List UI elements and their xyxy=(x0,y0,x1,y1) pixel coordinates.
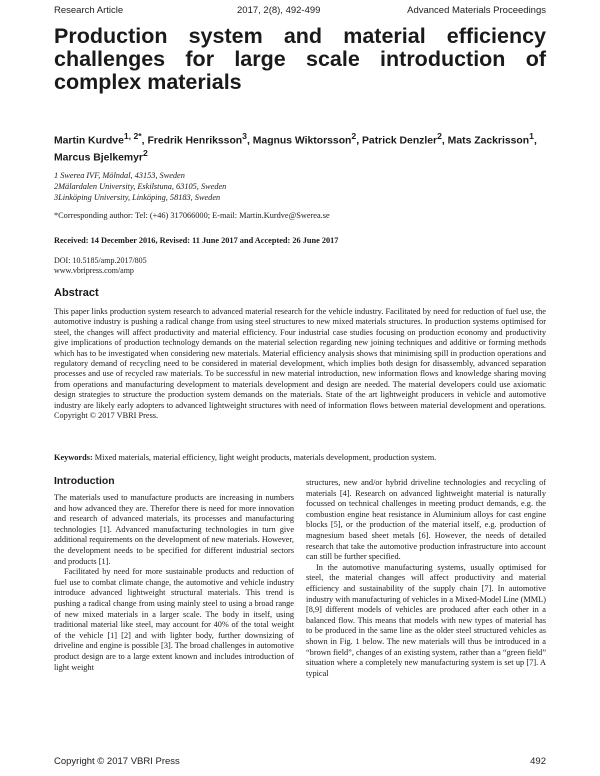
journal-website[interactable]: www.vbripress.com/amp xyxy=(54,266,134,275)
received-dates: Received: 14 December 2016, Revised: 11 June 2017 and Accepted: 26 June 2017 xyxy=(54,236,339,245)
abstract-text: This paper links production system research to advanced material research for the vehicle industry. Facilitated by need for reduction of fuel use, the automotive industry is pushing a radical change from using steel structures to new mixed materials structures. In production systems optimised for steel, the changes will affect productivity and material efficiency. Four industrial case studies focusing on production economy and productivity give implications of production technology demands on the material selection regarding new joining techniques and additive or forming methods which has to be investigated when considering new materials. Material efficiency analysis shows that minimising spill in production operations and regulatory demand of recycling need to be considered in material development, which implies both design for disassembly, advanced separation processes and use of recycled raw materials. To be successful in new material introduction, new information flows and knowledge sharing moving from operations and manufacturing development to materials development and design are needed. The material developers could use axiomatic design strategies to structure the production system demands on the materials. State of the art lightweight producers in vehicle and automotive industry are likely early adopters to advanced lightweight structures with need of information flows between material development and operations. Copyright © 2017 VBRI Press. xyxy=(54,307,546,421)
page-number: 492 xyxy=(530,756,546,767)
paper-title: Production system and material efficiency challenges for large scale introduction of complex materials xyxy=(54,24,546,94)
header-volume-info: 2017, 2(8), 492-499 xyxy=(237,5,321,16)
intro-paragraph: The materials used to manufacture products are increasing in numbers and how advanced they are. Therefor there is need for more innovation and research of advanced materials, its processes and manufacturing technologies [1]. Advanced manufacturing technologies in turn give additional requirements on the development of new materials. However, the development needs to be specified for different industrial sectors and products [1]. xyxy=(54,493,294,566)
corresponding-author: *Corresponding author: Tel: (+46) 317066000; E-mail: Martin.Kurdve@Swerea.se xyxy=(54,211,330,220)
running-header xyxy=(54,5,546,19)
affiliation-3: 3Linköping University, Linköping, 58183, Sweden xyxy=(54,193,221,202)
right-column xyxy=(306,478,546,679)
abstract-heading: Abstract xyxy=(54,287,99,299)
keywords xyxy=(54,453,546,463)
left-column xyxy=(54,493,294,673)
intro-paragraph: structures, new and/or hybrid driveline technologies and recycling of materials [4]. Research on advanced lightweight material is naturally focussed on technical challenges in meeting product demands, e.g. the combustion engine heat resistance in Aluminium alloys for cast engine blocks [5], or the production of the material itself, e.g. production of magnesium based sheet metals [6]. However, the needs of detailed research that take the automotive production infrastructure into account can still be further specified. xyxy=(306,478,546,562)
doi-block xyxy=(54,256,147,276)
header-article-type: Research Article xyxy=(54,5,124,16)
intro-paragraph: In the automotive manufacturing systems, usually optimised for steel, the material changes will affect productivity and material efficiency and sustainability of the supply chain [7]. In automotive industry with manufacturing of vehicles in a Mixed-Model Line (MML) [8,9] different models of vehicles are produced after each other in a balanced flow. This means that models with new types of material has to be produced in the same line as the older steel structured vehicles as shown in Fig. 1 below. The new materials will thus be introduced in a “brown field”, changes of an existing system, rather than a “green field” situation where a completely new manufacturing system is set up [7]. A typical xyxy=(306,562,546,678)
affiliation-2: 2Mälardalen University, Eskilstuna, 63105, Sweden xyxy=(54,182,227,191)
affiliations xyxy=(54,170,546,203)
keywords-text: Mixed materials, material efficiency, light weight products, materials development, production system. xyxy=(92,453,437,462)
author-list: Martin Kurdve$^{1, 2*}$, Fredrik Henriksson$^3$, Magnus Wiktorsson$^2$, Patrick Denzler$^2$, Mats Zackrisson$^1$, Marcus Bjelkemyr$^2$ xyxy=(54,131,537,164)
header-journal-name: Advanced Materials Proceedings xyxy=(407,5,546,16)
affiliation-1: 1 Swerea IVF, Mölndal, 43153, Sweden xyxy=(54,171,185,180)
doi[interactable]: DOI: 10.5185/amp.2017/805 xyxy=(54,256,147,265)
intro-paragraph: Facilitated by need for more sustainable products and reduction of fuel use to combat climate change, the automotive and vehicle industry introduce advanced lightweight structural materials. This trend is pushing a radical change from using mainly steel to using a broad range of new mixed materials in a larger scale. The body in itself, using traditional material like steel, may account for 40% of the total weight of the vehicle [1] [2] and with lighter body, further downsizing of driveline and engine is possible [3]. The broad challenges in automotive product design are to a large extent known and includes introduction of light weight xyxy=(54,567,294,672)
page-footer xyxy=(54,756,546,768)
footer-copyright: Copyright © 2017 VBRI Press xyxy=(54,756,180,767)
keywords-label: Keywords: xyxy=(54,453,93,462)
introduction-heading: Introduction xyxy=(54,476,115,487)
